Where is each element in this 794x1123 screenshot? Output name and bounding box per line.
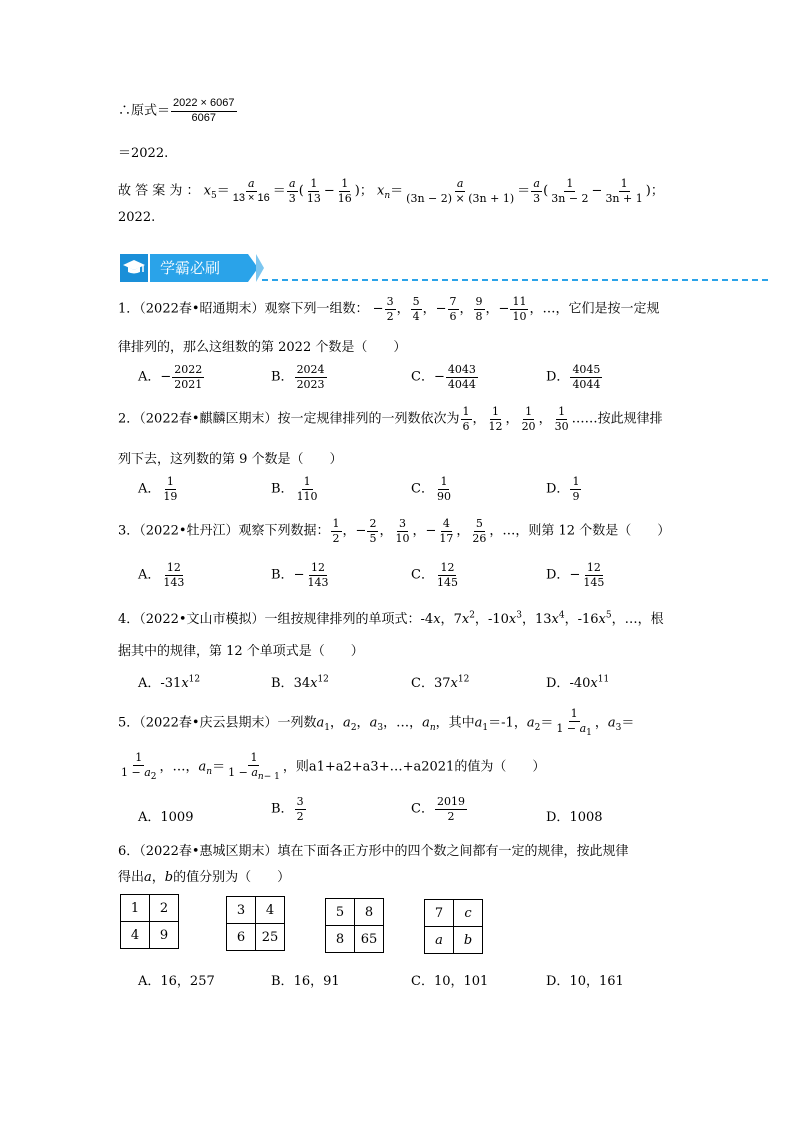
q4-term-1-var: x [461,612,470,627]
q2-opt-a-label: A． [138,481,161,497]
q2-seq-2-den: 20 [521,419,536,433]
q3-opt-d-sign: − [569,567,581,583]
q3-seq-3-num: 4 [442,517,450,530]
section-divider [262,279,768,281]
intro-fraction [171,98,236,124]
q6-sq4-tr: c [454,900,483,927]
intro-line-1 [118,98,238,124]
q5-an-b: a [198,759,207,775]
q3-seq-4 [470,518,488,544]
q2-opt-c-num: 1 [440,475,448,488]
q2-option-a[interactable] [138,476,180,502]
intro-result: ＝2022. [118,146,169,161]
q1-opt-c-sign: − [433,369,445,385]
x5-frac-num: a [247,177,255,190]
q6-sq4-bl: a [425,927,454,954]
q4-opt-a-pow: 12 [188,674,201,685]
graduation-cap-icon [120,254,148,282]
q2-seq-2-num: 1 [525,405,533,418]
q1-option-a[interactable] [138,364,205,390]
q3-seq-4-den: 26 [472,531,487,545]
q5-a2-frac: $\frac{1}{1 - a_1}$ [556,707,592,738]
q4-term-3-pow: 4 [558,610,565,621]
xn-in1 [549,178,590,204]
q3-seq-2 [393,518,411,544]
q4-term-3-coef: 13 [534,612,552,627]
q5-a3b: a [607,715,616,731]
answer-tail: 2022. [118,210,156,225]
q2-opt-b-frac [295,476,320,502]
xn-frac [404,178,516,204]
q4-term-1-pow: 2 [469,610,475,621]
q3-option-a[interactable] [138,562,187,588]
x5-coef-den: 3 [288,191,296,205]
q3-opt-c-num: 12 [440,561,455,574]
q6-opt-d-label: D． [546,974,570,989]
x5-in1-den: 13 [306,191,321,205]
q5-an: a [422,715,430,731]
q5-a1: a [316,715,325,731]
q1-seq-0-num: 3 [386,295,394,308]
q4-text-a: 4．（2022•文山市模拟）一组按规律排列的单项式： [118,612,421,627]
xn-sub: n [384,191,391,202]
q6-option-c[interactable] [411,970,488,989]
q4-opt-b-var: x [310,676,318,691]
q1-seq-4-num: 11 [512,295,527,308]
q3-option-b[interactable] [271,562,331,588]
q2-seq-0-den: 6 [462,419,470,433]
q2-opt-a-num: 1 [166,475,174,488]
q5-a2: a [343,715,351,731]
q1-opt-a-label: A． [138,369,161,385]
q2-opt-c-label: C． [411,481,434,497]
q5-opt-b-num: 3 [296,795,304,808]
q1-line-1: 1．（2022春•昭通期末）观察下列一组数： − $\frac{3}{2}$ ， $\frac{5}{4}$ ，− $\frac{7}{6}$ ， $\frac{9}{8}$ ，− $\frac{11}{10}$ ，…，它们是按一定规 [118,295,660,323]
x5-in1 [305,178,323,204]
q1-opt-a-frac [172,364,204,390]
q5-an-den-prefix: 1 − [228,765,252,779]
q5-text-a: 5．（2022春•庆云县期末）一列数 [118,715,317,731]
q1-seq-0-sign: − [372,301,384,317]
q4-option-b[interactable] [271,672,329,691]
q1-opt-a-sign: − [160,369,172,385]
q3-seq-0-den: 2 [332,531,340,545]
q6-option-b[interactable] [271,970,340,989]
xn-in2-den: 3n + 1 [605,191,643,205]
q1-option-c[interactable] [411,364,479,390]
q3-option-c[interactable] [411,562,461,588]
xn-in2-num: 1 [620,177,628,190]
q3-seq-2-den: 10 [395,531,410,545]
intro-frac-num: 2022 × 6067 [171,98,236,112]
q4-opt-a-var: x [181,676,189,691]
intro-frac-den: 6067 [191,111,216,124]
eq-3: ＝ [390,183,404,199]
xn-in1-den: 3n − 2 [551,191,589,205]
q6-sq3-bl: 8 [326,926,355,953]
q4-term-1-coef: 7 [453,612,462,627]
q3-opt-b-sign: − [293,567,305,583]
q2-option-d[interactable] [546,476,582,502]
q2-seq-3 [553,406,571,432]
sep-1: ； [359,183,373,199]
q5-opt-a-text: 1009 [160,810,194,825]
q3-seq-0 [331,518,342,544]
q1-opt-d-label: D． [546,369,570,385]
q1-seq-2-sign: − [435,301,447,317]
q2-seq-3-num: 1 [558,405,566,418]
q1-opt-a-den: 2021 [174,377,203,391]
q5-sum-pre: ，则 [282,759,309,775]
x5-frac-den: 13 × 16 [232,191,270,204]
q5-option-b[interactable] [271,796,307,822]
q1-opt-d-num: 4045 [572,363,601,376]
q1-seq-4 [510,296,528,322]
q6-sq4-br: b [454,927,483,954]
answer-prefix: 故 答 案 为 ： [118,183,200,199]
x5-in2-den: 16 [337,191,352,205]
q2-opt-c-frac [435,476,453,502]
q5-opt-b-den: 2 [296,809,304,823]
q2-opt-d-den: 9 [572,489,580,503]
q6-sq2-tl: 3 [227,897,256,924]
q3-seq-1-num: 2 [369,517,377,530]
q5-a3-den-prefix: 1 − [121,765,145,779]
q4-opt-d-pow: 11 [597,674,610,685]
q3-opt-a-label: A． [138,567,161,583]
q2-seq-1-num: 1 [492,405,500,418]
q5-opt-d-label: D． [546,810,570,825]
q6-option-a[interactable] [138,970,215,989]
q3-seq-4-num: 5 [475,517,483,530]
q1-option-d[interactable] [546,364,603,390]
x5-in2-num: 1 [341,177,349,190]
q3-opt-d-den: 145 [583,575,605,589]
q3-text-a: 3．（2022•牡丹江）观察下列数据： [118,523,330,539]
q5-option-d[interactable] [546,806,603,825]
q1-seq-3-den: 8 [475,309,483,323]
x5-in2 [336,178,354,204]
q2-text-b: ……按此规律排 [571,411,663,427]
x5-coef-frac [287,178,298,204]
q4-option-d[interactable] [546,672,609,691]
q4-opt-b-label: B． [271,676,294,691]
q1-seq-3 [474,296,485,322]
q3-opt-a-frac [161,562,186,588]
q3-seq-3-den: 17 [439,531,454,545]
q2-opt-b-num: 1 [303,475,311,488]
q2-opt-b-den: 110 [296,489,318,503]
q1-line-2: 律排列的，那么这组数的第 2022 个数是（ ） [118,340,407,355]
sep-2: ； [650,183,664,199]
intro-answer-line: 故 答 案 为 ： $x_5=$ $\frac{a}{13 \times 16}$ ＝ $\frac{a}{3}$ ( $\frac{1}{13}$ − $\frac{1}{16}$ )； $x_n=$ $\frac{a}{(3n - 2) \times (3n + 1)}$ ＝ $\frac{a}{3}$ ( $\frac{1}{3n - 2}$ − $\frac{1}{3n + 1}$ )； [118,177,664,205]
xn-in2 [603,178,644,204]
q3-opt-d-num: 12 [586,561,601,574]
x5-sub: 5 [211,191,217,202]
q6-opt-b-label: B． [271,974,294,989]
q4-option-a[interactable] [138,672,200,691]
q6-sq3-tl: 5 [326,899,355,926]
q4-text-b: ，…，根 [611,612,664,627]
x5-var: x [203,183,212,199]
q4-opt-b-coef: 34 [293,676,311,691]
q2-opt-a-den: 19 [163,489,178,503]
q5-opt-c-label: C． [411,801,434,817]
q4-opt-c-pow: 12 [457,674,470,685]
q1-seq-0-den: 2 [386,309,394,323]
q3-opt-b-den: 143 [307,575,329,589]
q2-opt-a-frac [161,476,179,502]
q6-sq1-tr: 2 [150,895,179,922]
q5-opt-b-frac [295,796,306,822]
q6-option-d[interactable] [546,970,624,989]
q6-square-2 [226,896,285,951]
q4-term-4-coef: -16 [577,612,599,627]
q6-opt-c-text: 10，101 [433,974,489,989]
intro-label: ∴原式＝ [118,103,171,119]
banner-chevron-2 [256,254,264,282]
q5-opt-d-text: 1008 [569,810,603,825]
q2-opt-d-label: D． [546,481,570,497]
q3-seq-1 [367,518,378,544]
q6-square-4 [424,899,483,954]
q3-opt-b-frac [305,562,330,588]
q4-opt-c-var: x [450,676,458,691]
q6-line-1: 6．（2022春•惠城区期末）填在下面各正方形中的四个数之间都有一定的规律，按此规律 [118,844,629,859]
q2-line-2: 列下去，这列数的第 9 个数是（ ） [118,452,343,467]
q1-seq-3-num: 9 [475,295,483,308]
q5-line-2: $\frac{1}{1 - a_2}$ ，…，$a_n=$ $\frac{1}{1 - a_{n- 1}}$ ，则a1+a2+a3+…+a2021的值为（ ） [121,751,546,782]
q3-opt-d-label: D． [546,567,570,583]
q3-opt-c-label: C． [411,567,434,583]
q4-opt-d-coef: -40 [569,676,591,691]
x5-coef-num: a [289,177,296,190]
q1-opt-c-num: 4043 [447,363,476,376]
q6-sq2-bl: 6 [227,924,256,951]
q4-option-c[interactable] [411,672,469,691]
q5-line-1: 5．（2022春•庆云县期末）一列数$a_1$，$a_2$，$a_3$，…，$a_n$，其中$a_1=-1$，$a_2=$ $\frac{1}{1 - a_1}$ ，$a_3=$ [118,707,635,738]
q6-var-a: a [144,870,152,885]
xn-coef-frac [531,178,542,204]
q1-seq-4-sign: − [498,301,510,317]
eq-2: ＝ [272,183,286,199]
q3-opt-b-label: B． [271,567,294,583]
q2-opt-b-label: B． [271,481,294,497]
q2-opt-c-den: 90 [436,489,451,503]
eq-4: ＝ [517,183,531,199]
q6-text-b: 得出 [118,870,145,885]
q4-line-1: 4．（2022•文山市模拟）一组按规律排列的单项式：-4x，$7x^2$，$-10x^3$，$13x^4$，$-16x^5$，…，根 [118,610,664,627]
q3-seq-1-sign: − [355,523,367,539]
q2-seq-3-den: 30 [554,419,569,433]
q1-seq-2-den: 6 [449,309,457,323]
q3-seq-2-num: 3 [398,517,406,530]
x5-in1-num: 1 [310,177,318,190]
q3-text-b: ，…，则第 12 个数是（ ） [489,523,671,539]
q4-term-2-pow: 3 [516,610,522,621]
q6-square-3 [325,898,384,953]
q3-opt-d-frac [581,562,606,588]
q5-an-frac: $\frac{1}{1 - a_{n- 1}}$ [228,751,280,782]
q3-seq-1-den: 5 [369,531,377,545]
eq-1: ＝ [216,183,230,199]
q1-opt-c-den: 4044 [447,377,476,391]
q2-seq-2 [520,406,538,432]
q1-opt-d-den: 4044 [572,377,601,391]
q4-opt-d-label: D． [546,676,570,691]
q4-term-2-coef: -10 [487,612,509,627]
xn-in1-num: 1 [566,177,574,190]
q3-opt-c-den: 145 [436,575,458,589]
q6-sq4-tl: 7 [425,900,454,927]
q6-line-2 [118,866,290,885]
q5-opt-b-label: B． [271,801,294,817]
q4-opt-c-coef: 37 [433,676,451,691]
q4-term-4-var: x [598,612,606,627]
q4-opt-b-pow: 12 [317,674,329,685]
q6-sq3-tr: 8 [355,899,384,926]
q1-opt-d-frac [570,364,602,390]
q2-seq-1 [487,406,505,432]
q5-a1b: a [474,715,483,731]
q5-a1-value: ＝-1， [488,715,527,731]
q4-term-3-var: x [551,612,559,627]
q1-seq-4-den: 10 [512,309,527,323]
q6-sq1-bl: 4 [121,922,150,949]
q1-text-a: 1．（2022春•昭通期末）观察下列一组数： [118,301,369,317]
q6-comma: ， [151,870,165,885]
q3-option-d[interactable] [546,562,607,588]
q5-sum-post: 的值为（ ） [454,759,546,775]
q6-opt-c-label: C． [411,974,434,989]
q2-seq-0-num: 1 [462,405,470,418]
q3-seq-3-sign: − [425,523,437,539]
q2-opt-d-frac [570,476,581,502]
q5-opt-c-den: 2 [447,809,455,823]
q4-term-0-var: x [433,612,441,627]
q6-opt-d-text: 10，161 [569,974,624,989]
q1-opt-c-label: C． [411,369,434,385]
q4-term-4-pow: 5 [605,610,612,621]
q2-option-b[interactable] [271,476,321,502]
q2-option-c[interactable] [411,476,454,502]
q5-sum-expr: a1+a2+a3+…+a2021 [308,759,455,775]
q5-a3-frac: $\frac{1}{1 - a_2}$ [121,751,157,782]
q2-opt-d-num: 1 [572,475,580,488]
q4-opt-d-var: x [590,676,598,691]
q1-seq-2-num: 7 [449,295,457,308]
xn-var: x [377,183,385,199]
q1-option-b[interactable] [271,364,328,390]
q5-ellipsis: ，…， [383,715,423,731]
q1-seq-0 [385,296,396,322]
q5-option-c[interactable] [411,796,468,822]
q4-line-2: 据其中的规律，第 12 个单项式是（ ） [118,644,364,659]
q6-sq3-br: 65 [355,926,384,953]
q4-term-2-var: x [508,612,517,627]
xn-frac-num: a [456,177,464,190]
q2-seq-0 [461,406,472,432]
q3-line-1: 3．（2022•牡丹江）观察下列数据： $\frac{1}{2}$ ，− $\frac{2}{5}$ ， $\frac{3}{10}$ ，− $\frac{4}{17}$ ， $\frac{5}{26}$ ，…，则第 12 个数是（ ） [118,517,671,545]
section-title: 学霸必刷 [150,254,248,282]
q1-seq-2 [448,296,459,322]
q6-opt-b-text: 16，91 [293,974,340,989]
q1-opt-c-frac [446,364,478,390]
section-banner [120,254,260,282]
q3-opt-c-frac [435,562,460,588]
q6-opt-a-text: 16，257 [160,974,215,989]
q6-square-1 [120,894,179,949]
q2-text-a: 2．（2022春•麒麟区期末）按一定规律排列的一列数依次为 [118,411,460,427]
xn-coef-den: 3 [533,191,541,205]
q5-opt-a-label: A． [138,810,161,825]
q5-opt-c-frac [435,796,467,822]
q1-seq-1-den: 4 [412,309,420,323]
x5-frac [231,178,272,204]
q5-option-a[interactable] [138,806,193,825]
q3-seq-0-num: 1 [332,517,340,530]
xn-coef-num: a [533,177,540,190]
q6-var-b: b [164,870,174,885]
q6-text-c: 的值分别为（ ） [173,870,291,885]
q3-opt-b-num: 12 [310,561,325,574]
q1-opt-b-label: B． [271,369,294,385]
q5-which: ，其中 [435,715,475,731]
q4-term-0-coef: -4 [420,612,434,627]
q5-a2-den-prefix: 1 − [556,721,580,735]
q5-opt-c-num: 2019 [436,795,465,808]
q6-sq1-tl: 1 [121,895,150,922]
q4-opt-c-label: C． [411,676,434,691]
q1-seq-1-num: 5 [412,295,420,308]
q2-seq-1-den: 12 [488,419,503,433]
q2-line-1: 2．（2022春•麒麟区期末）按一定规律排列的一列数依次为 $\frac{1}{6}$ ， $\frac{1}{12}$ ， $\frac{1}{20}$ ， $\frac{1}{30}$ ……按此规律排 [118,405,663,433]
q1-opt-b-frac [295,364,327,390]
q5-a3: a [369,715,378,731]
q6-sq2-tr: 4 [256,897,285,924]
xn-frac-den: (3n − 2) × (3n + 1) [406,191,515,205]
q4-opt-a-label: A． [138,676,161,691]
q3-seq-3 [437,518,455,544]
q1-opt-b-num: 2024 [296,363,325,376]
q3-opt-a-den: 143 [163,575,185,589]
q4-opt-a-coef: -31 [160,676,182,691]
q5-a2b: a [526,715,535,731]
q3-opt-a-num: 12 [166,561,181,574]
q6-opt-a-label: A． [138,974,161,989]
q1-seq-1 [411,296,422,322]
q1-opt-a-num: 2022 [174,363,203,376]
q6-sq2-br: 25 [256,924,285,951]
q1-text-b: ，…，它们是按一定规 [529,301,660,317]
q1-opt-b-den: 2023 [296,377,325,391]
q6-sq1-br: 9 [150,922,179,949]
